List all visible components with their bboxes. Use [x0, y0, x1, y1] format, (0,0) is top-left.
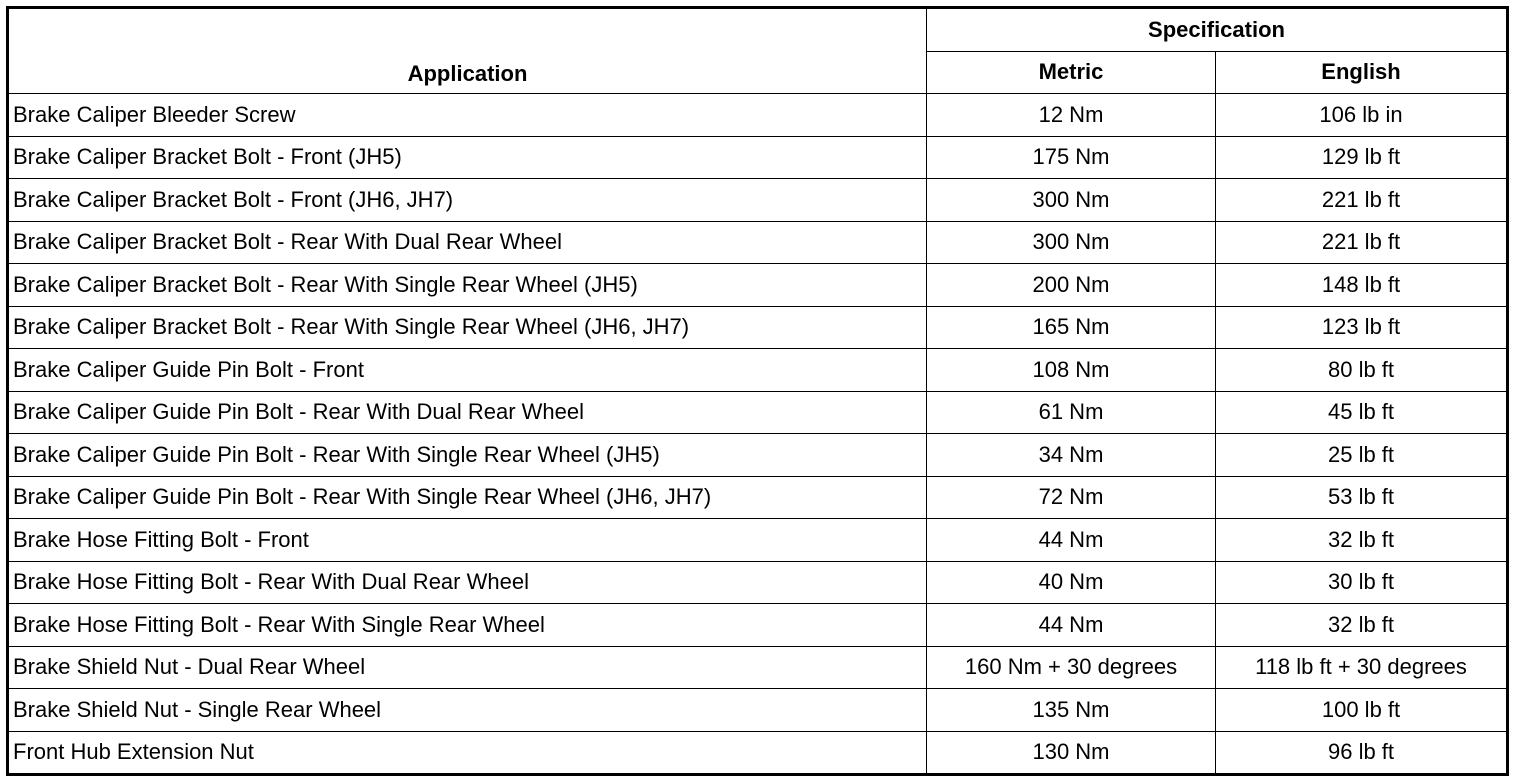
- table-row: [8, 689, 1508, 732]
- english-cell: 80 lb ft: [1216, 349, 1508, 392]
- metric-cell: 165 Nm: [927, 306, 1216, 349]
- table-row: [8, 561, 1508, 604]
- english-header: English: [1216, 51, 1508, 94]
- metric-cell: 175 Nm: [927, 136, 1216, 179]
- table-row: [8, 306, 1508, 349]
- application-cell: Brake Caliper Bracket Bolt - Rear With Dual Rear Wheel: [8, 221, 927, 264]
- metric-cell: 108 Nm: [927, 349, 1216, 392]
- english-cell: 221 lb ft: [1216, 179, 1508, 222]
- application-cell: Brake Hose Fitting Bolt - Rear With Single Rear Wheel: [8, 604, 927, 647]
- application-cell: Brake Caliper Guide Pin Bolt - Rear With Single Rear Wheel (JH6, JH7): [8, 476, 927, 519]
- metric-cell: 12 Nm: [927, 94, 1216, 137]
- table-row: [8, 179, 1508, 222]
- metric-cell: 130 Nm: [927, 731, 1216, 775]
- metric-cell: 34 Nm: [927, 434, 1216, 477]
- table-row: [8, 731, 1508, 775]
- fastener-spec-table: [6, 6, 1509, 776]
- table-row: [8, 434, 1508, 477]
- table-row: [8, 476, 1508, 519]
- table-body: [8, 94, 1508, 775]
- metric-cell: 40 Nm: [927, 561, 1216, 604]
- english-cell: 100 lb ft: [1216, 689, 1508, 732]
- metric-cell: 300 Nm: [927, 179, 1216, 222]
- english-cell: 148 lb ft: [1216, 264, 1508, 307]
- table-row: [8, 221, 1508, 264]
- metric-cell: 61 Nm: [927, 391, 1216, 434]
- english-cell: 45 lb ft: [1216, 391, 1508, 434]
- english-cell: 53 lb ft: [1216, 476, 1508, 519]
- application-cell: Brake Caliper Guide Pin Bolt - Rear With Dual Rear Wheel: [8, 391, 927, 434]
- metric-header: Metric: [927, 51, 1216, 94]
- application-cell: Brake Caliper Bracket Bolt - Front (JH5): [8, 136, 927, 179]
- english-cell: 25 lb ft: [1216, 434, 1508, 477]
- metric-cell: 300 Nm: [927, 221, 1216, 264]
- table-row: [8, 519, 1508, 562]
- english-cell: 123 lb ft: [1216, 306, 1508, 349]
- table-row: [8, 264, 1508, 307]
- english-cell: 106 lb in: [1216, 94, 1508, 137]
- english-cell: 221 lb ft: [1216, 221, 1508, 264]
- english-cell: 32 lb ft: [1216, 604, 1508, 647]
- metric-cell: 44 Nm: [927, 604, 1216, 647]
- metric-cell: 160 Nm + 30 degrees: [927, 646, 1216, 689]
- application-cell: Brake Shield Nut - Dual Rear Wheel: [8, 646, 927, 689]
- table-row: [8, 604, 1508, 647]
- english-cell: 118 lb ft + 30 degrees: [1216, 646, 1508, 689]
- application-cell: Brake Hose Fitting Bolt - Rear With Dual Rear Wheel: [8, 561, 927, 604]
- application-cell: Brake Caliper Bleeder Screw: [8, 94, 927, 137]
- metric-cell: 200 Nm: [927, 264, 1216, 307]
- application-cell: Front Hub Extension Nut: [8, 731, 927, 775]
- metric-cell: 135 Nm: [927, 689, 1216, 732]
- application-cell: Brake Shield Nut - Single Rear Wheel: [8, 689, 927, 732]
- application-cell: Brake Caliper Bracket Bolt - Rear With Single Rear Wheel (JH5): [8, 264, 927, 307]
- english-cell: 32 lb ft: [1216, 519, 1508, 562]
- table-row: [8, 391, 1508, 434]
- application-cell: Brake Caliper Bracket Bolt - Front (JH6, JH7): [8, 179, 927, 222]
- specification-header: Specification: [927, 8, 1508, 52]
- metric-cell: 72 Nm: [927, 476, 1216, 519]
- metric-cell: 44 Nm: [927, 519, 1216, 562]
- application-cell: Brake Caliper Guide Pin Bolt - Rear With Single Rear Wheel (JH5): [8, 434, 927, 477]
- table-row: [8, 136, 1508, 179]
- table-row: [8, 94, 1508, 137]
- table-row: [8, 349, 1508, 392]
- header-row-top: [8, 8, 1508, 52]
- application-cell: Brake Caliper Bracket Bolt - Rear With Single Rear Wheel (JH6, JH7): [8, 306, 927, 349]
- application-cell: Brake Hose Fitting Bolt - Front: [8, 519, 927, 562]
- table-header: [8, 8, 1508, 94]
- application-cell: Brake Caliper Guide Pin Bolt - Front: [8, 349, 927, 392]
- application-header: Application: [8, 8, 927, 94]
- english-cell: 129 lb ft: [1216, 136, 1508, 179]
- english-cell: 96 lb ft: [1216, 731, 1508, 775]
- table-row: [8, 646, 1508, 689]
- english-cell: 30 lb ft: [1216, 561, 1508, 604]
